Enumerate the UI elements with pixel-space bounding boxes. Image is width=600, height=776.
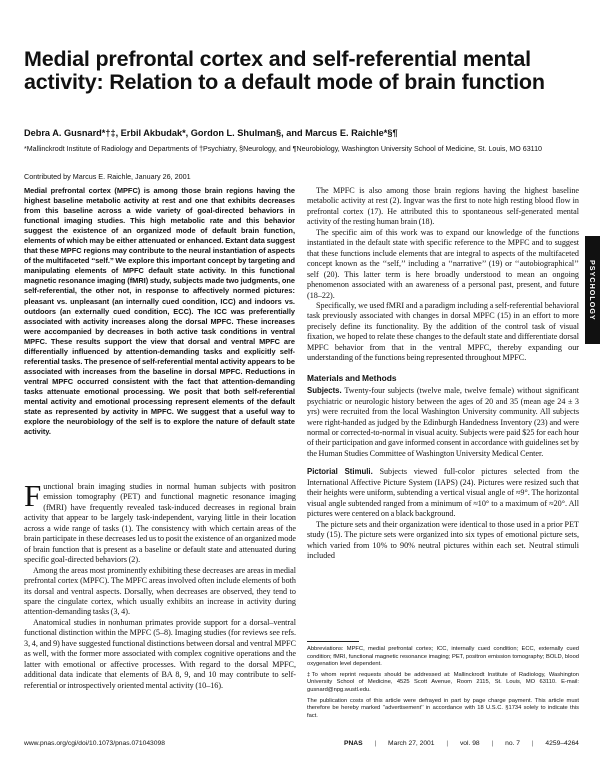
body-column-right xyxy=(307,186,579,561)
intro-paragraph-5: The specific aim of this work was to expand our knowledge of the functions instantiated in the default state with specific reference to the MPFC and to suggest that these functions include elements that are integral to aspects of the multifaceted concept known as the ‘‘self,’’ including a ‘‘narrative’’ (19) or ‘‘autobiographical’’ self (20). This latter term is here broadly understood to mean an ongoing phenomenon associated with an awareness of a personal past, present, and future (18–22). xyxy=(307,227,579,300)
intro-paragraph-3: Anatomical studies in nonhuman primates provide support for a dorsal–ventral functional distinction within the MPFC (5–8). Imaging studies (for reviews see refs. 3, 4, and 9) have suggested functional distinctions between dorsal and ventral MPFC as well, with the former more associated with complex cognitive operations and the latter with emotional or affective processes. With regard to the dorsal MPFC, additional data indicate that elements of BA 8, 9, and 10 may contribute to self-referential or introspectively oriented mental activity (10–16). xyxy=(24,617,296,690)
side-tab-label: PSYCHOLOGY xyxy=(588,259,597,321)
subjects-run-in-heading: Subjects. xyxy=(307,386,342,396)
footer-pages: 4259–4264 xyxy=(545,740,579,747)
stimuli-paragraph xyxy=(307,467,579,519)
footer-journal: PNAS xyxy=(344,740,363,747)
footer-separator: | xyxy=(531,740,534,747)
author-affiliation: *Mallinckrodt Institute of Radiology and Departments of †Psychiatry, §Neurology, and ¶Neurobiology, Washington University School of Medicine, St. Louis, MO 63110 xyxy=(24,145,542,153)
intro-paragraph-1 xyxy=(24,478,296,566)
footer-doi: www.pnas.org/cgi/doi/10.1073/pnas.071043098 xyxy=(24,740,165,747)
contributed-by-line: Contributed by Marcus E. Raichle, January 26, 2001 xyxy=(24,172,191,181)
subjects-paragraph xyxy=(307,386,579,459)
intro-paragraph-2: Among the areas most prominently exhibiting these decreases are areas in medial prefrontal cortex (MPFC). The MPFC areas involved often include elements of both its dorsal and ventral aspects. Dorsally, when decreases are observed, they tend to spare the cingulate cortex, which usually exhibits an increase in activity during attention-demanding tasks (3, 4). xyxy=(24,565,296,617)
footnotes xyxy=(307,646,579,723)
picture-sets-paragraph: The picture sets and their organization were identical to those used in a prior PET study (15). The picture sets were organized into six types of emotional picture sets, which varied from 10% to 90% neutral pictures within each set. Neutral stimuli included xyxy=(307,519,579,560)
abstract xyxy=(24,186,295,437)
stimuli-run-in-heading: Pictorial Stimuli. xyxy=(307,467,373,477)
footer-separator: | xyxy=(374,740,377,747)
footer-date: March 27, 2001 xyxy=(388,740,435,747)
footer-separator: | xyxy=(446,740,449,747)
footer-volume: vol. 98 xyxy=(459,740,480,747)
section-heading-methods: Materials and Methods xyxy=(307,372,397,383)
article-title: Medial prefrontal cortex and self-referential mental activity: Relation to a default mode of brain function xyxy=(24,47,545,94)
footnote-page-charges: The publication costs of this article were defrayed in part by page charge payment. This article must therefore be hereby marked ‘‘advertisement’’ in accordance with 18 U.S.C. §1734 solely to indicate this fact. xyxy=(307,697,579,719)
footer-issue: no. 7 xyxy=(505,740,520,747)
intro-paragraph-6: Specifically, we used fMRI and a paradigm including a self-referential behavioral task previously associated with changes in dorsal MPFC (15) in an effort to more precisely define its functionality. By the addition of the control task of visual fixation, we hoped to relate these changes to the default state and differentiate dorsal MPFC behavior from that in the ventral MPFC, thereby expanding our understanding of the functions being represented throughout MPFC. xyxy=(307,300,579,363)
intro-paragraph-4: The MPFC is also among those brain regions having the highest baseline metabolic activity at rest (2). Ingvar was the first to note high resting blood flow in prefrontal cortex (17). He attributed this to spontaneous self-generated mental activity of the resting human brain (18). xyxy=(307,186,579,227)
abstract-text: Medial prefrontal cortex (MPFC) is among those brain regions having the highest baseline metabolic activity at rest and one that exhibits decreases from this baseline across a wide variety of goal-directed behaviors in functional imaging studies. This high metabolic rate and this behavior suggest the existence of an organized mode of default brain function, elements of which may be either attenuated or enhanced. Extant data suggest that these MPFC regions may contribute to the neural instantiation of aspects of the multifaceted ‘‘self.’’ We explore this important concept by targeting and manipulating elements of MPFC default state activity. In this functional magnetic resonance imaging (fMRI) study, subjects made two judgments, one self-referential, the other not, in response to affectively normed pictures: pleasant vs. unpleasant (an internally cued condition, ICC) and indoors vs. outdoors (an externally cued condition, ECC). The ICC was preferentially associated with activity increases along the dorsal MPFC. These increases were accompanied by decreases in both active task conditions in ventral MPFC. These results support the view that dorsal and ventral MPFC are differentially influenced by attention-demanding tasks and explicitly self-referential tasks. The presence of self-referential mental activity appears to be associated with increases from the baseline in dorsal MPFC. Reductions in ventral MPFC occurred consistent with the fact that attention-demanding tasks attenuate emotional processing. We posit that both self-referential mental activity and emotional processing represent elements of the default state as represented by activity in MPFC. We suggest that a useful way to explore the neurobiology of the self is to explore the nature of default state activity. xyxy=(24,186,295,437)
footnote-abbreviations: Abbreviations: MPFC, medial prefrontal cortex; ICC, internally cued condition; ECC, externally cued condition; fMRI, functional magnetic resonance imaging; PET, positron emission tomography; BOLD, blood oxygenation level dependent. xyxy=(307,646,579,668)
footer-citation xyxy=(344,740,579,747)
footnote-reprint-requests: ‡To whom reprint requests should be addressed at: Mallinckrodt Institute of Radiology, Washington University School of Medicine, 4525 Scott Avenue, Room 2115, St. Louis, MO 63110. E-mail: gusnard@npg.wustl.edu. xyxy=(307,671,579,693)
footer-separator: | xyxy=(491,740,494,747)
author-list: Debra A. Gusnard*†‡, Erbil Akbudak*, Gordon L. Shulman§, and Marcus E. Raichle*§¶ xyxy=(24,128,398,138)
intro-paragraph-1-text: unctional brain imaging studies in normal human subjects with positron emission tomography (PET) and functional magnetic resonance imaging (fMRI) have frequently revealed task-induced decreases in regional brain activity that appear to be largely task-independent, varying little in their location across a wide range of tasks (1). The consistency with which certain areas of the brain participate in these decreases led us to posit the existence of an organized mode of brain function that is present as a baseline or default state and attenuated during specific goal-directed behaviors (2). xyxy=(24,482,296,565)
drop-cap: F xyxy=(24,478,42,513)
subjects-text: Twenty-four subjects (twelve male, twelve female) without significant psychiatric or neurologic history between the ages of 20 and 35 (mean age 24 ± 3 yrs) were recruited from the local Washington University community. All subjects were right-handed as judged by the Edinburgh Handedness Inventory (23) and were normal or corrected-to-normal in visual acuity. Subjects were paid $25 for each hour of their participation and gave informed consent in accordance with guidelines set by the Human Studies Committee of Washington University Medical Center. xyxy=(307,386,579,458)
footnote-divider xyxy=(307,641,359,642)
body-column-left xyxy=(24,478,296,691)
stimuli-text: Subjects viewed full-color pictures selected from the International Affective Picture System (IAPS) (24). Pictures were resized such that their heights were uniform, subtending a vertical visual angle of ≈9°. The horizontal visual angle subtended ranged from a minimum of ≈10° to a maximum of ≈20°. All pictures were centered on a black background. xyxy=(307,467,579,519)
section-side-tab xyxy=(585,236,600,344)
